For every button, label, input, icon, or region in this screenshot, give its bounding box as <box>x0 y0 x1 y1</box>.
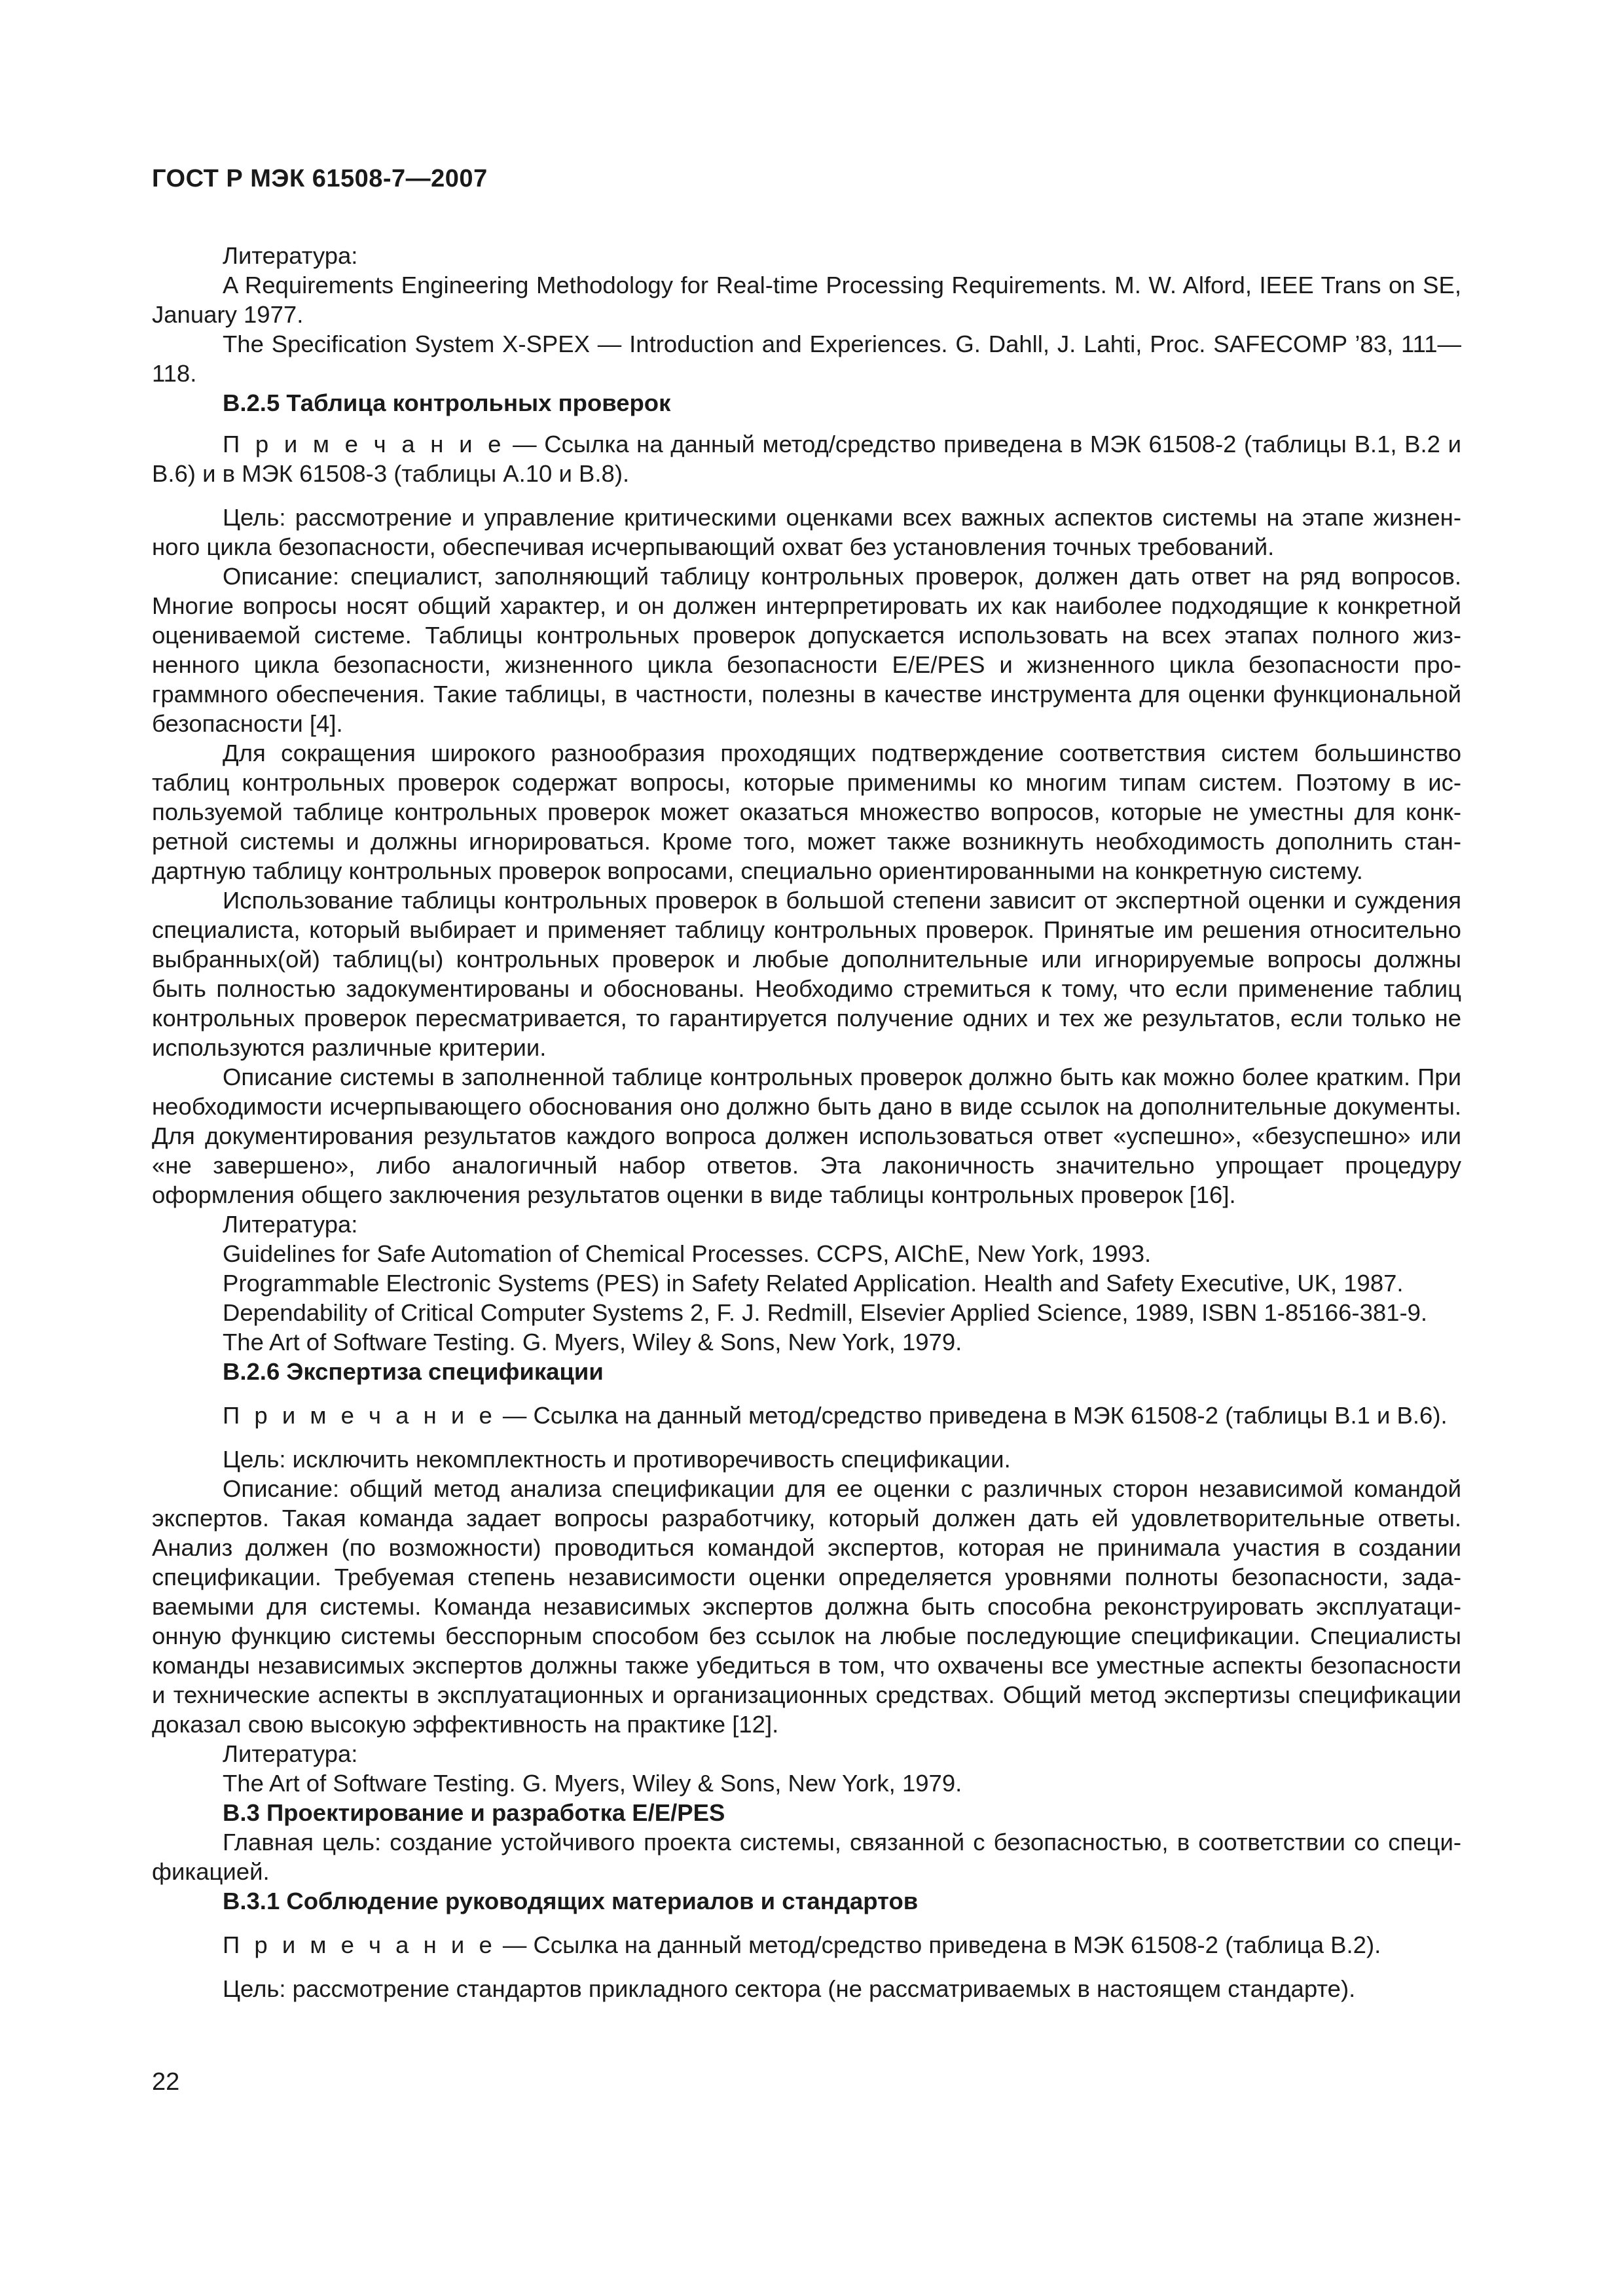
paragraph: Для сокращения широкого разнообразия проходящих подтверждение соответствия систем большинство таблиц контрольных проверок содержат вопросы, которые применимы ко многим типам систем. Поэтому в используемой таблице контрольных проверок может оказаться множество вопросов, которые не уместны для конкретной системы и должны игнорироваться. Кроме того, может также возникнуть необходимость дополнить стандартную таблицу контрольных проверок вопросами, специально ориентированными на конкретную систему. <box>152 740 1461 884</box>
note-b26 <box>152 1401 1461 1430</box>
literature-item: Programmable Electronic Systems (PES) in Safety Related Application. Health and Safety Executive, UK, 1987. <box>223 1270 1404 1297</box>
paragraph: Цель: рассмотрение стандартов прикладного сектора (не рассматриваемых в настоящем стандарте). <box>223 1975 1356 2002</box>
paragraph: Использование таблицы контрольных проверок в большой степени зависит от экспертной оценки и суждения специалиста, который выбирает и применяет таблицу контрольных проверок. Принятые им решения относительно выбранных(ой) таблиц(ы) контрольных проверок и любые дополнительные или игнорируемые вопросы должны быть полностью задокументированы и обоснованы. Необходимо стремиться к тому, что если применение таблиц контрольных проверок пересматривается, то гарантируется получение одних и тех же результатов, если только не используются различные критерии. <box>152 887 1461 1061</box>
literature-item: The Specification System X-SPEX — Introduction and Experiences. G. Dahll, J. Lahti, Proc. SAFECOMP ’83, 111—118. <box>152 331 1461 387</box>
literature-label: Литература: <box>223 1211 358 1238</box>
paragraph: Описание системы в заполненной таблице контрольных проверок должно быть как можно более кратким. При необходимости исчерпывающего обоснования оно должно быть дано в виде ссылок на дополнительные документы. Для документирования результатов каждого вопроса должен использоваться ответ «успешно», «безуспешно» или «не завершено», либо аналогичный набор ответов. Эта лаконичность значительно упрощает процедуру оформления общего заключения результатов оценки в виде таблицы контрольных проверок [16]. <box>152 1064 1461 1208</box>
note-text: — Ссылка на данный метод/средство приведена в МЭК 61508-2 (таблицы B.1 и B.6). <box>496 1402 1448 1429</box>
literature-item: The Art of Software Testing. G. Myers, Wiley & Sons, New York, 1979. <box>223 1770 962 1797</box>
note-text: — Ссылка на данный метод/средство приведена в МЭК 61508-2 (таблицы B.1, B.2 и B.6) и в МЭК 61508-3 (таблицы A.10 и B.8). <box>152 431 1462 487</box>
note-prefix: П р и м е ч а н и е <box>223 1931 496 1958</box>
note-b25 <box>152 429 1461 488</box>
page-content <box>152 241 1461 2003</box>
paragraph: Главная цель: создание устойчивого проекта системы, связанной с безопасностью, в соответствии со спецификацией. <box>152 1829 1461 1885</box>
paragraph: Цель: рассмотрение и управление критическими оценками всех важных аспектов системы на этапе жизненного цикла безопасности, обеспечивая исчерпывающий охват без установления точных требований. <box>152 504 1461 560</box>
note-b31 <box>152 1930 1461 1960</box>
note-prefix: П р и м е ч а н и е <box>223 1402 496 1429</box>
note-prefix: П р и м е ч а н и е <box>223 431 505 457</box>
literature-item: Guidelines for Safe Automation of Chemical Processes. CCPS, AIChE, New York, 1993. <box>223 1240 1152 1267</box>
paragraph: Описание: общий метод анализа спецификации для ее оценки с различных сторон независимой командой экспертов. Такая команда задает вопросы разработчику, который должен дать ей удовлетворительные ответы. Анализ должен (по возможности) проводиться командой экспертов, которая не принимала участия в создании спецификации. Требуемая степень независимости оценки определяется уровнями полноты безопасности, задаваемыми для системы. Команда независимых экспертов должна быть способна реконструировать эксплуатационную функцию системы бесспорным способом без ссылок на любые последующие спецификации. Специалисты команды независимых экспертов должны также убедиться в том, что охвачены все уместные аспекты безопасности и технические аспекты в эксплуатационных и организационных средствах. Общий метод экспертизы спецификации доказал свою высокую эффективность на практике [12]. <box>152 1475 1461 1738</box>
literature-item: The Art of Software Testing. G. Myers, Wiley & Sons, New York, 1979. <box>223 1329 962 1355</box>
literature-item: Dependability of Critical Computer Systems 2, F. J. Redmill, Elsevier Applied Science, 1989, ISBN 1-85166-381-9. <box>223 1299 1428 1326</box>
document-code-header: ГОСТ Р МЭК 61508-7—2007 <box>152 165 488 192</box>
literature-item: A Requirements Engineering Methodology for Real-time Processing Requirements. M. W. Alford, IEEE Trans on SE, January 1977. <box>152 272 1461 328</box>
section-heading-b26: B.2.6 Экспертиза спецификации <box>223 1358 604 1385</box>
note-text: — Ссылка на данный метод/средство приведена в МЭК 61508-2 (таблица B.2). <box>496 1931 1381 1958</box>
literature-label: Литература: <box>223 1740 358 1767</box>
section-heading-b25: B.2.5 Таблица контрольных проверок <box>223 389 671 416</box>
literature-label: Литература: <box>223 242 358 269</box>
page-number: 22 <box>152 2068 180 2096</box>
paragraph: Цель: исключить некомплектность и противоречивость спецификации. <box>223 1446 1011 1473</box>
paragraph: Описание: специалист, заполняющий таблицу контрольных проверок, должен дать ответ на ряд вопросов. Многие вопросы носят общий характер, и он должен интерпретировать их как наиболее подходящие к конкретной оцениваемой системе. Таблицы контрольных проверок допускается использовать на всех этапах полного жизненного цикла безопасности, жизненного цикла безопасности E/E/PES и жизненного цикла безопасности программного обеспечения. Такие таблицы, в частности, полезны в качестве инструмента для оценки функциональной безопасности [4]. <box>152 563 1461 737</box>
section-heading-b31: B.3.1 Соблюдение руководящих материалов и стандартов <box>223 1888 919 1914</box>
section-heading-b3: B.3 Проектирование и разработка E/E/PES <box>223 1799 725 1826</box>
